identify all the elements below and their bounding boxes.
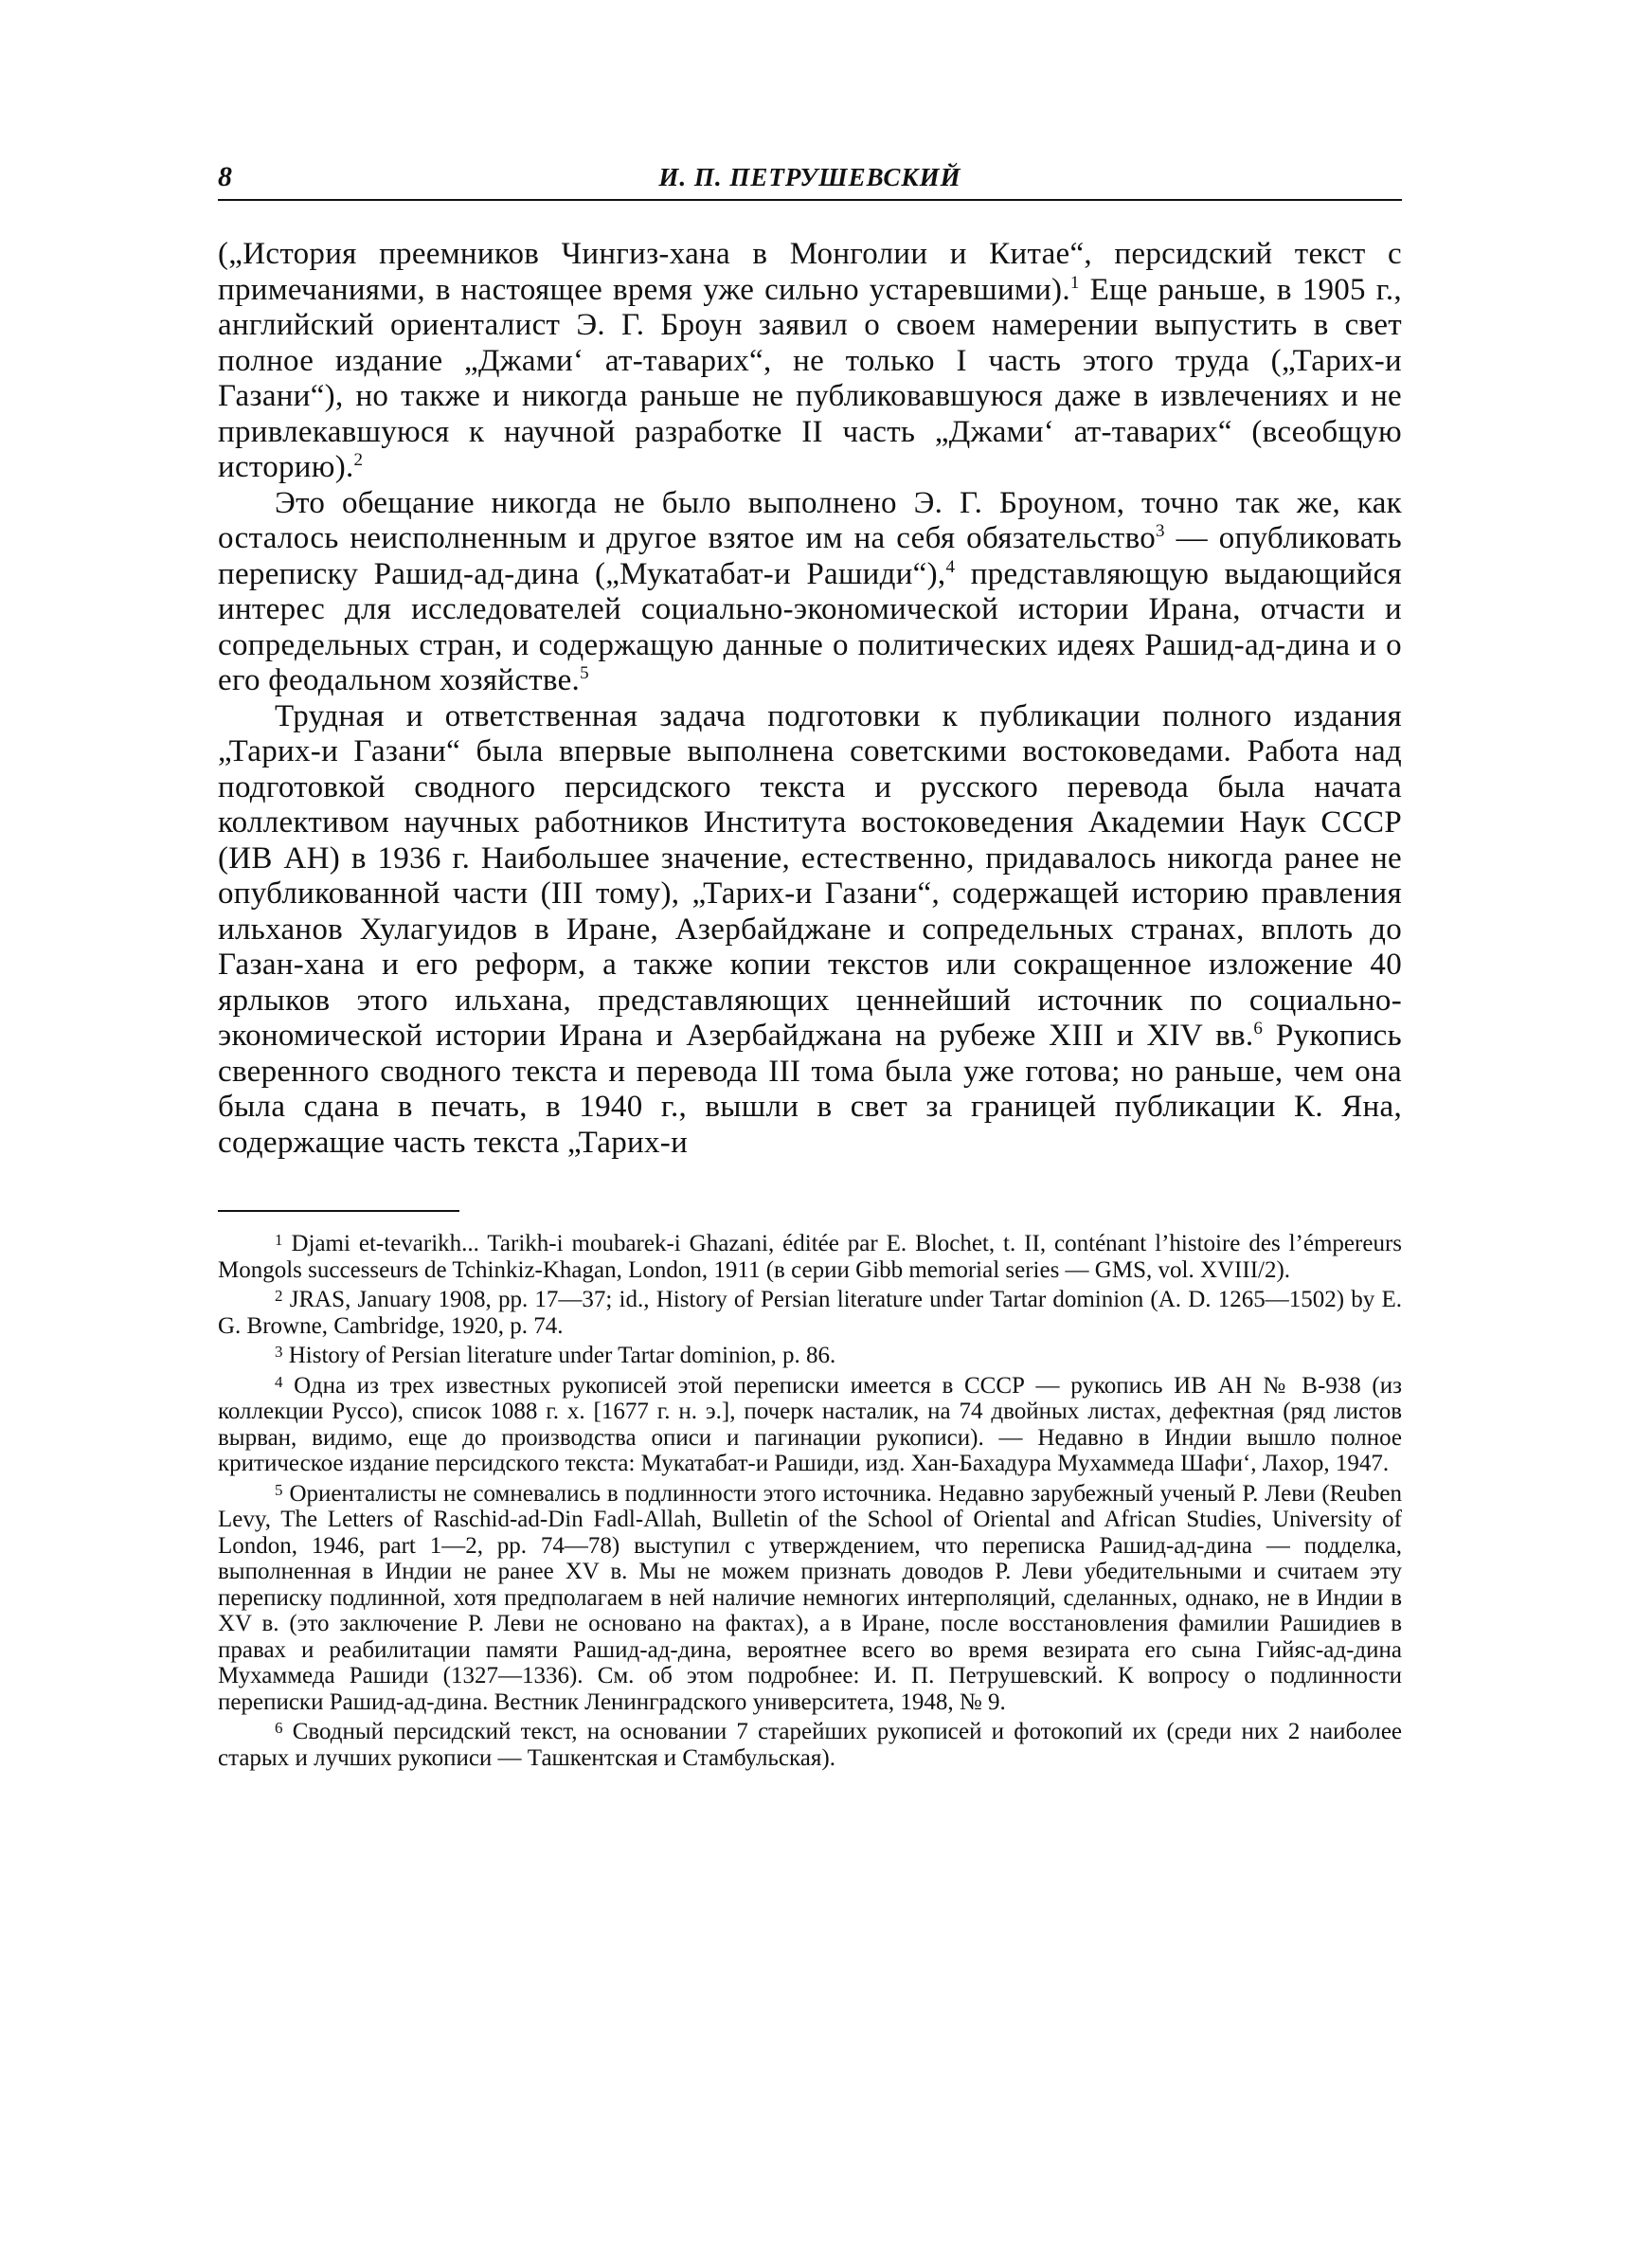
paragraph-3: Трудная и ответственная задача подготовки к публикации полного издания „Тарих-и Газани“ была впервые выполнена советскими востоковедами. Работа над подготовкой сводного персидского текста и русского перевода была начата коллективом научных работников Института востоковедения Академии Наук СССР (ИВ АН) в 1936 г. Наибольшее значение, естественно, придавалось никогда ранее не опубликованной части (III тому), „Тарих-и Газани“, содержащей историю правления ильханов Хулагуидов в Иране, Азербайджане и сопредельных странах, вплоть до Газан-хана и его реформ, а также копии текстов или сокращенное изложение 40 ярлыков этого ильхана, представляющих ценнейший источник по социально-экономической истории Ирана и Азербайджана на рубеже XIII и XIV вв.$^6$ Рукопись сверенного сводного текста и перевода III тома была уже готова; но раньше, чем она была сдана в печать, в 1940 г., вышли в свет за границей публикации К. Яна, содержащие часть текста „Тарих-и: [218, 698, 1402, 1160]
footnote-ref: 6: [1253, 1019, 1264, 1038]
footnote: $^3$ History of Persian literature under Tartar dominion, p. 86.: [275, 1343, 836, 1368]
footnote-ref: 2: [353, 450, 364, 470]
running-title: И. П. ПЕТРУШЕВСКИЙ: [658, 163, 961, 191]
book-page: [218, 161, 1402, 1771]
footnote-divider: [218, 1210, 459, 1212]
footnote: $^5$ Ориенталисты не сомневались в подлинности этого источника. Недавно зарубежный ученый Р. Леви (Reuben Levy, The Letters of Raschid-ad-Din Fadl-Allah, Bulletin of the School of Oriental and African Studies, University of London, 1946, part 1—2, pp. 74—78) выступил с утверждением, что переписка Рашид-ад-дина — подделка, выполненная в Индии не ранее XV в. Мы не можем признать доводов Р. Леви убедительными и считаем эту переписку подлинной, хотя предполагаем в ней наличие немногих интерполяций, сделанных, однако, не в Индии в XV в. (это заключение Р. Леви не основано на фактах), а в Иране, после восстановления фамилии Рашидиев в правах и реабилитации памяти Рашид-ад-дина, вероятнее всего во время везирата его сына Гийяс-ад-дина Мухаммеда Рашиди (1327—1336). См. об этом подробнее: И. П. Петрушевский. К вопросу о подлинности переписки Рашид-ад-дина. Вестник Ленинградского университета, 1948, № 9.: [218, 1480, 1403, 1715]
main-text: [218, 237, 1402, 1161]
footnote-number: 1: [275, 1231, 283, 1249]
footnote-ref: 1: [1069, 272, 1080, 293]
footnote-ref: 5: [580, 663, 589, 683]
footnote-number: 2: [275, 1287, 283, 1305]
footnote-number: 3: [275, 1343, 283, 1361]
footnote-number: 5: [275, 1480, 283, 1499]
footnote-ref: 3: [1156, 521, 1165, 541]
footnote: $^2$ JRAS, January 1908, pp. 17—37; id., History of Persian literature under Tartar dominion (A. D. 1265—1502) by E. G. Browne, Cambridge, 1920, p. 74.: [218, 1287, 1403, 1339]
paragraph-1: („История преемников Чингиз-хана в Монголии и Китае“, персидский текст с примечаниями, в настоящее время уже сильно устаревшими).$^1$ Еще раньше, в 1905 г., английский ориенталист Э. Г. Броун заявил о своем намерении выпустить в свет полное издание „Джами‘ ат-таварих“, не только I часть этого труда („Тарих-и Газани“), но также и никогда раньше не публиковавшуюся даже в извлечениях и не привлекавшуюся к научной разработке II часть „Джами‘ ат-таварих“ (всеобщую историю).$^2$: [218, 237, 1402, 484]
page-number: 8: [218, 161, 232, 192]
page-header: [218, 161, 1402, 201]
footnote: $^1$ Djami et-tevarikh... Tarikh-i moubarek-i Ghazani, éditée par E. Blochet, t. II, conténant l’histoire des l’émpereurs Mongols successeurs de Tchinkiz-Khagan, London, 1911 (в серии Gibb memorial series — GMS, vol. XVIII/2).: [218, 1231, 1402, 1283]
footnote-number: 6: [275, 1719, 283, 1737]
footnote: $^6$ Сводный персидский текст, на основании 7 старейших рукописей и фотокопий их (среди них 2 наиболее старых и лучших рукописи — Ташкентская и Стамбульская).: [218, 1719, 1403, 1771]
footnote: $^4$ Одна из трех известных рукописей этой переписки имеется в СССР — рукопись ИВ АН № В-938 (из коллекции Руссо), список 1088 г. х. [1677 г. н. э.], почерк насталик, на 74 двойных листах, дефектная (ряд листов вырван, видимо, еще до производства описи и пагинации рукописи). — Недавно в Индии вышло полное критическое издание персидского текста: Мукатабат-и Рашиди, изд. Хан-Бахадура Мухаммеда Шафи‘, Лахор, 1947.: [218, 1372, 1403, 1476]
footnotes: [218, 1227, 1402, 1771]
footnote-ref: 4: [945, 556, 956, 577]
paragraph-2: Это обещание никогда не было выполнено Э. Г. Броуном, точно так же, как осталось неисполненным и другое взятое им на себя обязательство$^3$ — опубликовать переписку Рашид-ад-дина („Мукатабат-и Рашиди“),$^4$ представляющую выдающийся интерес для исследователей социально-экономической истории Ирана, отчасти и сопредельных стран, и содержащую данные о политических идеях Рашид-ад-дина и о его феодальном хозяйстве.$^5$: [218, 485, 1402, 697]
footnote-number: 4: [275, 1372, 283, 1391]
